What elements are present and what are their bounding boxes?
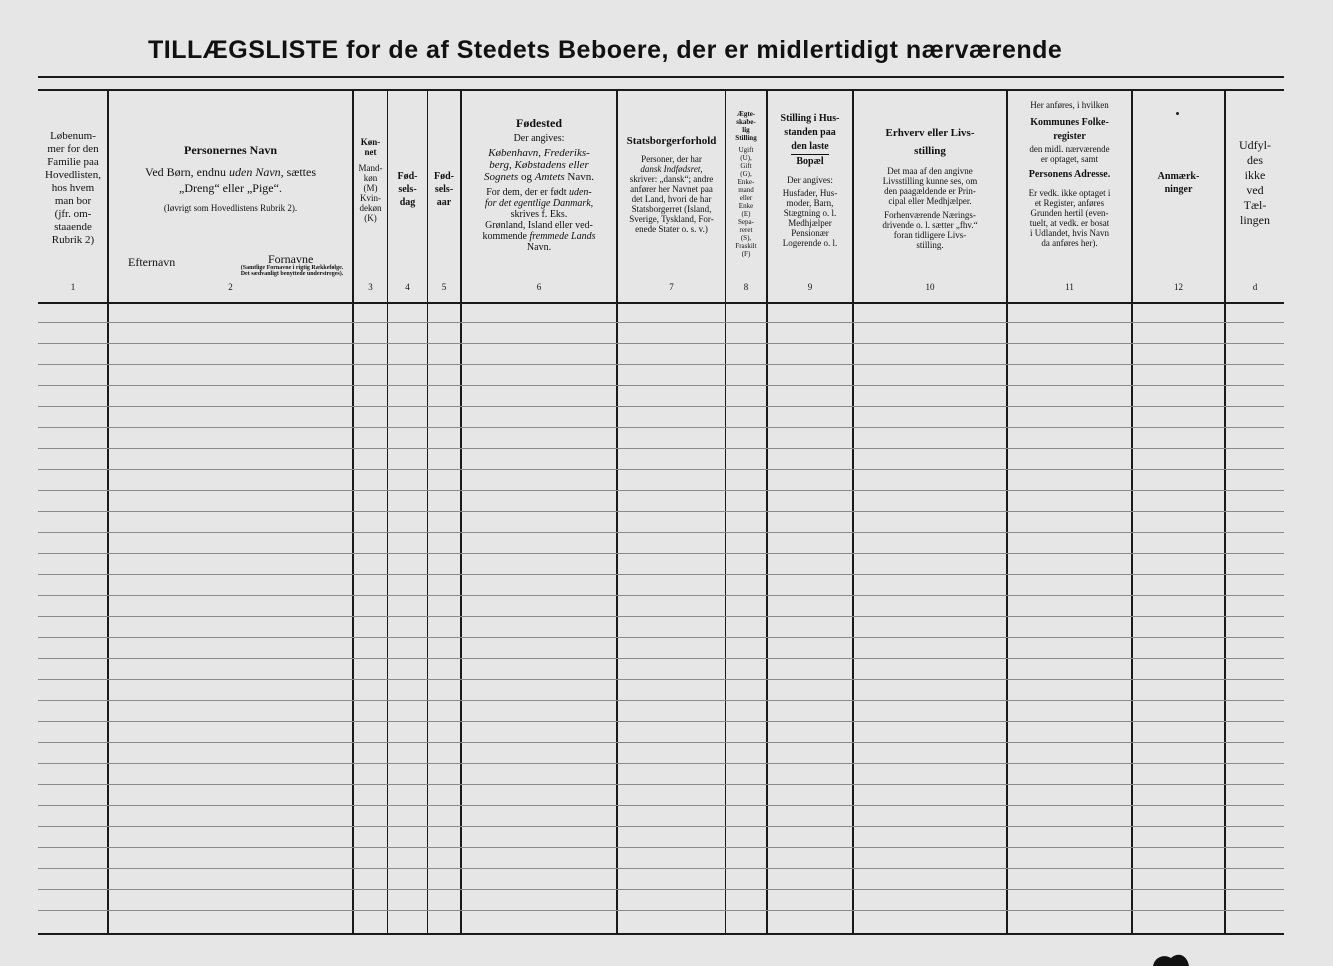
col-10-line: Det maa af den angivne [887, 166, 973, 176]
col-8-line: Gift [740, 162, 752, 170]
col-11-heading-2: Personens Adresse. [1028, 169, 1111, 180]
col-6-italic: Amtets [534, 171, 565, 183]
col-11-line: Grunden hertil (even- [1030, 208, 1109, 218]
col-9-line: Der angives: [787, 175, 833, 185]
row-rule [38, 469, 1284, 470]
col-number: 4 [405, 282, 410, 292]
col-3-heading: Køn- [360, 137, 381, 147]
row-rule [38, 448, 1284, 449]
col-12-heading: ninger [1164, 184, 1193, 195]
col-11-line: da anføres her). [1041, 238, 1098, 248]
col-d-line: Tæl- [1243, 198, 1267, 212]
col-8-heading: Ægte- [736, 110, 756, 118]
col-d-line: des [1247, 153, 1263, 167]
page-title: TILLÆGSLISTE for de af Stedets Beboere, der er midlertidigt nærværende [148, 36, 1063, 64]
col-8-header [726, 92, 766, 288]
col-d-line: Udfyl- [1239, 138, 1271, 152]
col-2-surname-label: Efternavn [128, 255, 176, 269]
col-number: 10 [925, 282, 935, 292]
col-3-line: Mand- [358, 163, 383, 173]
col-6-line: berg, Købstadens eller [489, 159, 589, 171]
bottom-rule [38, 933, 1284, 935]
col-7-line: Personer, der har [641, 154, 702, 164]
col-12-header [1133, 92, 1224, 288]
col-number: 3 [368, 282, 373, 292]
col-d-line: ikke [1244, 168, 1266, 182]
col-2-firstname-note: (Samtlige Fornavne i rigtig Rækkefølge. Det sædvanligt benyttede understreges). [240, 265, 344, 277]
col-3-line: Kvin- [360, 193, 381, 203]
col-8-line: (E) [741, 210, 751, 218]
col-number: 5 [441, 282, 447, 292]
col-8-line: mand [738, 186, 754, 194]
row-rule [38, 511, 1284, 512]
col-2-text: sættes [286, 165, 316, 179]
col-7-line-italic: dansk Indfødsret, [640, 164, 703, 174]
col-8-line: (G), [740, 170, 752, 178]
col-11-line: Er vedk. ikke optaget i [1028, 188, 1111, 198]
col-10-header [854, 92, 1006, 288]
col-11-heading: register [1053, 131, 1086, 142]
col-6-line: Grønland, Island eller ved- [485, 220, 593, 231]
col-7-heading: Statsborgerforhold [626, 135, 717, 147]
col-7-line: Statsborgerret (Island, [631, 204, 712, 214]
col-12-heading: Anmærk- [1157, 171, 1200, 182]
col-9-heading: Bopæl [796, 156, 824, 167]
row-rule [38, 658, 1284, 659]
col-1-header [38, 92, 108, 288]
col-8-line: (F) [741, 250, 751, 258]
col-11-line: Her anføres, i hvilken [1030, 100, 1109, 110]
col-7-line: Sverige, Tyskland, For- [629, 214, 714, 224]
col-11-line: den midl. nærværende [1029, 144, 1110, 154]
col-6-heading: Fødested [516, 116, 562, 130]
col-9-line: Pensionær [791, 228, 829, 238]
col-7-header [618, 92, 725, 288]
col-1-line: man bor [54, 195, 92, 207]
row-rule [38, 910, 1284, 911]
col-4-header [388, 92, 427, 288]
col-9-header [768, 92, 852, 288]
row-rule [38, 700, 1284, 701]
col-6-line: København, Frederiks- [488, 147, 590, 159]
col-9-line: moder, Barn, [786, 198, 834, 208]
header-bottom-rule [38, 302, 1284, 304]
col-8-line: Enke- [737, 178, 755, 186]
col-6-line: Navn. [526, 242, 552, 253]
col-5-heading: Fød- [434, 171, 454, 182]
row-rule [38, 427, 1284, 428]
row-rule [38, 343, 1284, 344]
col-d-header [1226, 92, 1284, 288]
row-rule [38, 385, 1284, 386]
col-2-text: „Dreng“ eller „Pige“. [179, 181, 282, 195]
col-9-line: Husfader, Hus- [782, 188, 838, 198]
col-8-line: reret [739, 226, 753, 234]
col-8-line: (U), [740, 154, 752, 162]
col-10-line: drivende o. l. sætter „fhv.“ [882, 220, 978, 230]
col-10-line: stilling. [916, 240, 944, 250]
col-7-line: skriver: „dansk“; andre [629, 174, 714, 184]
col-11-line: et Register, anføres [1034, 198, 1105, 208]
row-rule [38, 553, 1284, 554]
col-6-italic: uden- [568, 187, 592, 198]
col-10-line: Livsstilling kunne ses, om [882, 176, 978, 186]
col-number: 12 [1174, 282, 1183, 292]
col-number: d [1252, 282, 1258, 292]
col-5-heading: aar [436, 197, 452, 208]
row-rule [38, 532, 1284, 533]
col-number: 9 [807, 282, 813, 292]
col-7-line: det Land, hvori de har [631, 194, 712, 204]
col-6-text: og [520, 171, 532, 183]
col-6-text: Navn. [567, 171, 594, 183]
row-rule [38, 637, 1284, 638]
row-rule [38, 595, 1284, 596]
row-rule [38, 868, 1284, 869]
row-rule [38, 805, 1284, 806]
col-1-line: Rubrik 2) [51, 234, 95, 246]
col-9-heading: den laste [791, 140, 829, 155]
col-11-heading: Kommunes Folke- [1030, 117, 1109, 128]
col-2-heading: Personernes Navn [184, 143, 277, 157]
row-rule [38, 763, 1284, 764]
col-3-line: køn [363, 173, 378, 183]
row-rule [38, 364, 1284, 365]
col-2-text-italic: uden Navn, [229, 165, 284, 179]
col-9-line: Medhjælper [788, 218, 832, 228]
col-10-line: foran tidligere Livs- [893, 230, 967, 240]
col-1-line: mer for den [47, 143, 99, 155]
col-6-italic: fremmede Lands [529, 231, 596, 242]
col-1-line: staaende [54, 221, 92, 233]
col-7-line: enede Stater o. s. v.) [635, 224, 708, 234]
col-1-line: Løbenum- [50, 130, 96, 142]
col-9-heading: standen paa [784, 127, 836, 138]
col-11-line: i Udlandet, hvis Navn [1030, 228, 1109, 238]
col-9-heading: Stilling i Hus- [780, 113, 840, 124]
col-4-heading: Fød- [397, 171, 418, 182]
col-11-header [1008, 92, 1131, 288]
col-6-text: kommende [482, 231, 527, 242]
row-rule [38, 679, 1284, 680]
col-2-text: Ved Børn, endnu [145, 165, 226, 179]
col-8-line: Fraskilt [735, 242, 757, 250]
row-rule [38, 322, 1284, 323]
col-3-line: (K) [364, 213, 377, 223]
row-rule [38, 742, 1284, 743]
col-3-line: dekøn [359, 203, 382, 213]
ink-blot [1143, 946, 1203, 966]
col-1-line: (jfr. om- [54, 208, 92, 220]
col-number: 1 [70, 282, 76, 292]
col-2-firstname-label: Fornavne [268, 252, 314, 266]
row-rule [38, 889, 1284, 890]
col-7-line: anfører her Navnet paa [630, 184, 713, 194]
col-d-line: ved [1246, 183, 1264, 197]
row-rule [38, 721, 1284, 722]
col-5-heading: sels- [434, 184, 454, 195]
col-1-line: Hovedlisten, [45, 169, 101, 181]
col-number: 7 [669, 282, 674, 292]
dot-mark [1176, 112, 1179, 115]
col-9-line: Logerende o. l. [782, 238, 838, 248]
col-3-header [353, 92, 388, 288]
col-3-line: (M) [363, 183, 378, 193]
row-rule [38, 490, 1284, 491]
col-6-italic: Sognets [483, 171, 519, 183]
row-rule [38, 616, 1284, 617]
col-6-header [462, 92, 616, 288]
row-rule [38, 826, 1284, 827]
col-10-heading: stilling [914, 145, 946, 157]
col-8-line: (S), [740, 234, 752, 242]
top-rule [38, 76, 1284, 78]
col-d-line: lingen [1240, 213, 1270, 227]
col-8-line: Enke [738, 202, 754, 210]
col-number: 8 [743, 282, 749, 292]
col-8-heading: lig [742, 126, 750, 134]
col-6-line: Der angives: [513, 133, 565, 144]
col-6-text: For dem, der er født [486, 187, 567, 198]
col-1-line: Familie paa [47, 156, 99, 168]
col-2-note: (Iøvrigt som Hovedlistens Rubrik 2). [163, 203, 298, 213]
col-number: 6 [536, 282, 542, 292]
col-8-line: eller [739, 194, 753, 202]
col-number: 2 [228, 282, 233, 292]
header-top-rule [38, 89, 1284, 91]
col-8-heading: Stilling [735, 134, 757, 142]
col-10-line: den paagældende er Prin- [884, 186, 976, 196]
col-9-line: Stægtning o. l. [783, 208, 837, 218]
col-10-heading: Erhverv eller Livs- [885, 127, 975, 139]
col-3-heading: net [364, 147, 377, 157]
col-8-line: Sepa- [738, 218, 754, 226]
col-5-header [428, 92, 460, 288]
col-10-line: Forhenværende Nærings- [884, 210, 976, 220]
col-6-italic: for det egentlige Danmark, [484, 198, 594, 209]
col-8-heading: skabe- [736, 118, 756, 126]
row-rule [38, 847, 1284, 848]
col-4-heading: sels- [398, 184, 417, 195]
row-rule [38, 574, 1284, 575]
col-11-line: tuelt, at vedk. er bosat [1029, 218, 1110, 228]
col-4-heading: dag [399, 197, 416, 208]
col-number: 11 [1065, 282, 1074, 292]
col-1-line: hos hvem [51, 182, 95, 194]
row-rule [38, 784, 1284, 785]
col-8-line: Ugift [738, 146, 754, 154]
row-rule [38, 406, 1284, 407]
col-11-line: er optaget, samt [1040, 154, 1099, 164]
col-10-line: cipal eller Medhjælper. [888, 196, 972, 206]
col-6-line: skrives f. Eks. [510, 209, 568, 220]
